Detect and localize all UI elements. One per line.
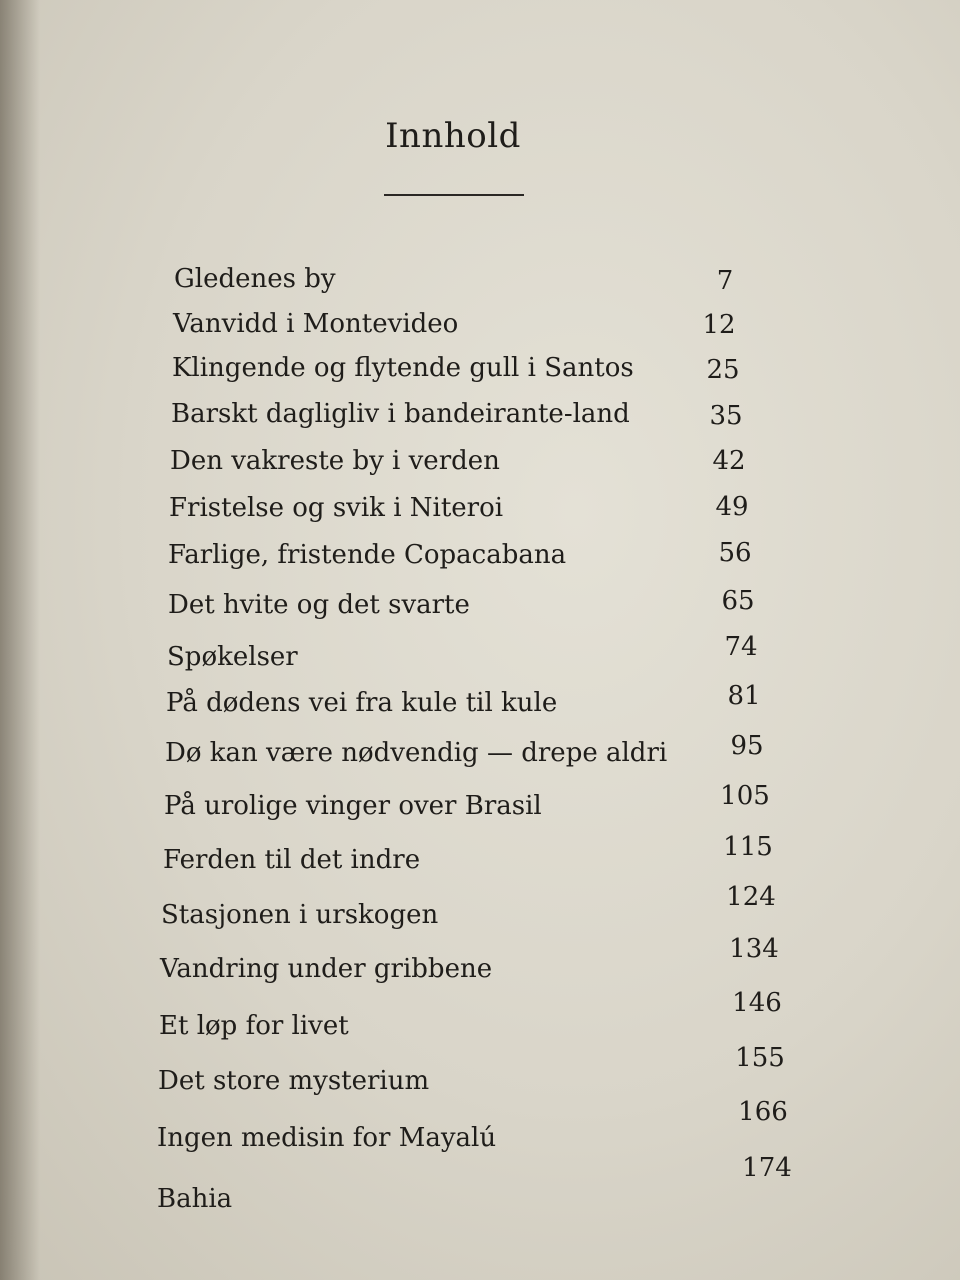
toc-entry-page: 56 bbox=[718, 538, 752, 568]
toc-entry-title: Spøkelser bbox=[167, 642, 298, 672]
toc-entry-title: Farlige, fristende Copacabana bbox=[168, 540, 567, 570]
toc-entry-page: 155 bbox=[735, 1043, 785, 1073]
toc-entry-page: 49 bbox=[715, 492, 749, 522]
page-title: Innhold bbox=[385, 116, 521, 156]
toc-entry-title: Fristelse og svik i Niteroi bbox=[169, 493, 504, 523]
toc-entry-page: 115 bbox=[723, 832, 773, 862]
toc-entry-page: 95 bbox=[730, 731, 764, 761]
toc-entry-title: Det hvite og det svarte bbox=[168, 590, 470, 620]
toc-entry-title: På urolige vinger over Brasil bbox=[164, 791, 542, 821]
toc-entry-title: Stasjonen i urskogen bbox=[161, 900, 439, 930]
toc-entry-title: Den vakreste by i verden bbox=[170, 446, 500, 476]
toc-entry-title: Ingen medisin for Mayalú bbox=[157, 1123, 497, 1153]
toc-entry-title: Barskt dagligliv i bandeirante-land bbox=[171, 399, 630, 429]
toc-entry-page: 105 bbox=[720, 781, 770, 811]
toc-entry-title: Det store mysterium bbox=[158, 1066, 430, 1096]
toc-entry-page: 124 bbox=[726, 882, 776, 912]
toc-entry-title: Bahia bbox=[157, 1184, 233, 1214]
toc-entry-page: 174 bbox=[742, 1153, 792, 1183]
toc-entry-page: 7 bbox=[716, 266, 734, 296]
toc-entry-page: 166 bbox=[738, 1097, 788, 1127]
toc-entry-page: 25 bbox=[706, 355, 740, 385]
toc-entry-page: 146 bbox=[732, 988, 782, 1018]
toc-entry-title: Vanvidd i Montevideo bbox=[173, 309, 459, 339]
title-underline bbox=[384, 194, 524, 196]
toc-entry-page: 74 bbox=[724, 632, 758, 662]
toc-entry-page: 42 bbox=[712, 446, 746, 476]
toc-entry-title: Et løp for livet bbox=[159, 1011, 349, 1041]
toc-entry-title: Dø kan være nødvendig — drepe aldri bbox=[165, 738, 668, 768]
toc-entry-page: 65 bbox=[721, 586, 755, 616]
toc-entry-title: Vandring under gribbene bbox=[160, 954, 493, 984]
toc-entry-page: 81 bbox=[727, 681, 761, 711]
toc-entry-title: Gledenes by bbox=[174, 264, 336, 294]
toc-entry-page: 35 bbox=[709, 401, 743, 431]
toc-entry-title: Ferden til det indre bbox=[163, 845, 421, 875]
toc-entry-title: På dødens vei fra kule til kule bbox=[166, 688, 558, 718]
toc-entry-title: Klingende og flytende gull i Santos bbox=[172, 353, 634, 383]
toc-entry-page: 134 bbox=[729, 934, 779, 964]
toc-entry-page: 12 bbox=[702, 310, 736, 340]
